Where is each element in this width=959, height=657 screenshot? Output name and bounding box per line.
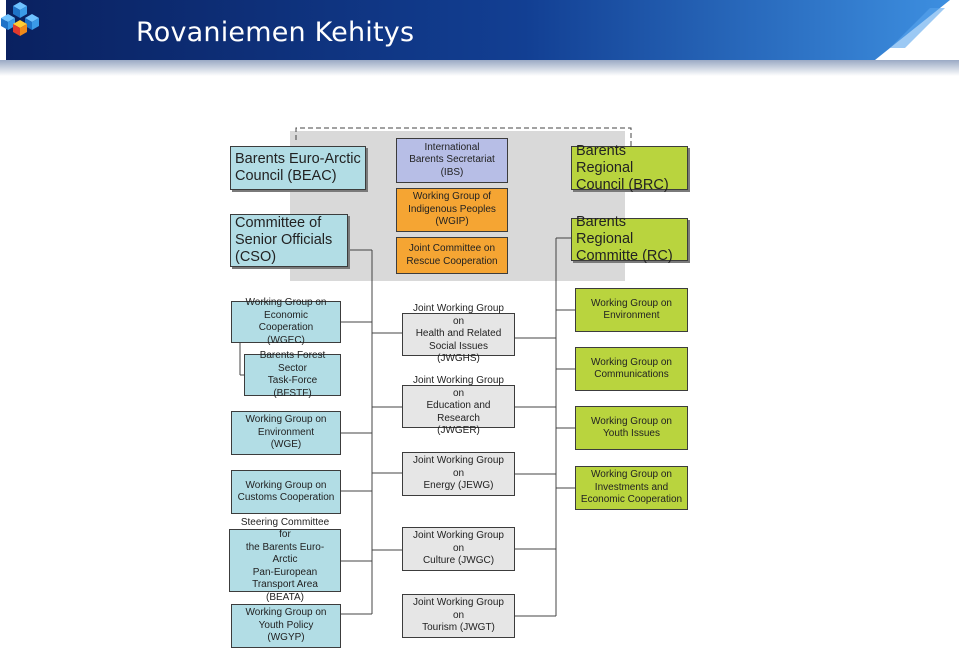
- ibs-box: International Barents Secretariat (IBS): [396, 138, 508, 183]
- rc-box: Barents Regional Committe (RC): [571, 218, 688, 261]
- left-group-bfstf: Barents Forest Sector Task-Force (BFSTF): [244, 354, 341, 396]
- jcrc-box: Joint Committee on Rescue Cooperation: [396, 237, 508, 274]
- middle-group-jwgc: Joint Working Group on Culture (JWGC): [402, 527, 515, 571]
- left-group-wgec: Working Group on Economic Cooperation (WGEC): [231, 301, 341, 343]
- beac-box: Barents Euro-Arctic Council (BEAC): [230, 146, 366, 190]
- middle-group-jwger: Joint Working Group on Education and Research (JWGER): [402, 385, 515, 428]
- right-group-communications: Working Group on Communications: [575, 347, 688, 391]
- left-group-wge: Working Group on Environment (WGE): [231, 411, 341, 455]
- wgip-box: Working Group of Indigenous Peoples (WGIP): [396, 188, 508, 232]
- cso-box: Committee of Senior Officials (CSO): [230, 214, 348, 267]
- middle-group-jwgt: Joint Working Group on Tourism (JWGT): [402, 594, 515, 638]
- brc-box: Barents Regional Council (BRC): [571, 146, 688, 190]
- middle-group-jwghs: Joint Working Group on Health and Related Social Issues (JWGHS): [402, 313, 515, 356]
- right-group-youth-issues: Working Group on Youth Issues: [575, 406, 688, 450]
- left-group-wgyp: Working Group on Youth Policy (WGYP): [231, 604, 341, 648]
- left-group-customs: Working Group on Customs Cooperation: [231, 470, 341, 514]
- right-group-investments: Working Group on Investments and Economic Cooperation: [575, 466, 688, 510]
- brand-name: Rovaniemen Kehitys: [136, 17, 415, 48]
- left-group-beata: Steering Committee for the Barents Euro-Arctic Pan-European Transport Area (BEATA): [229, 529, 341, 592]
- middle-group-jewg: Joint Working Group on Energy (JEWG): [402, 452, 515, 496]
- right-group-environment: Working Group on Environment: [575, 288, 688, 332]
